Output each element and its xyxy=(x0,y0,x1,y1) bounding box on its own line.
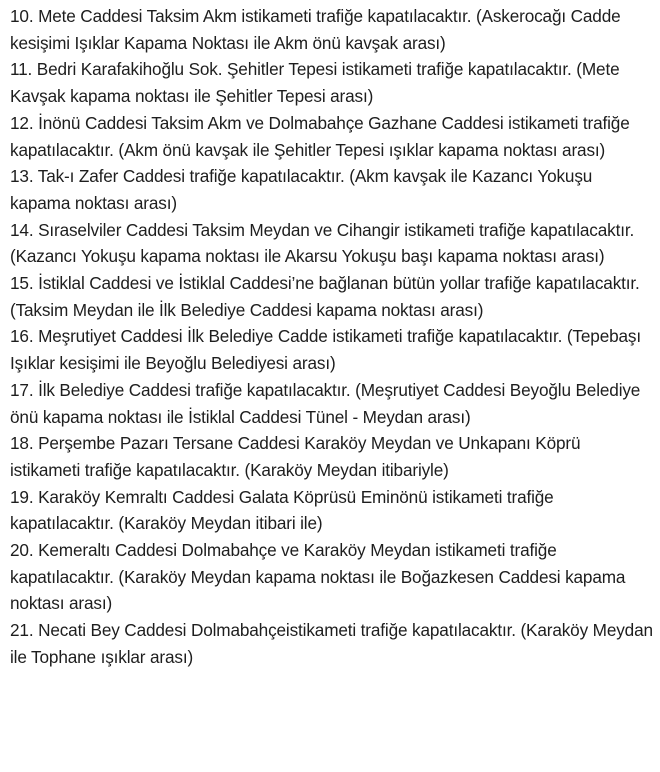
list-item: 10. Mete Caddesi Taksim Akm istikameti trafiğe kapatılacaktır. (Askerocağı Cadde kesişimi Işıklar Kapama Noktası ile Akm önü kavşak arası) xyxy=(10,6,621,53)
list-item: 13. Tak-ı Zafer Caddesi trafiğe kapatılacaktır. (Akm kavşak ile Kazancı Yokuşu kapama noktası arası) xyxy=(10,166,593,213)
list-item: 20. Kemeraltı Caddesi Dolmabahçe ve Karaköy Meydan istikameti trafiğe kapatılacaktır. (Karaköy Meydan kapama noktası ile Boğazkesen Caddesi kapama noktası arası) xyxy=(10,540,626,614)
list-item: 16. Meşrutiyet Caddesi İlk Belediye Cadde istikameti trafiğe kapatılacaktır. (Tepebaşı Işıklar kesişimi ile Beyoğlu Belediyesi arası) xyxy=(10,326,641,374)
list-item: 12. İnönü Caddesi Taksim Akm ve Dolmabahçe Gazhane Caddesi istikameti trafiğe kapatılacaktır. (Akm önü kavşak ile Şehitler Tepesi ışıklar kapama noktası arası) xyxy=(10,112,630,160)
list-item: 14. Sıraselviler Caddesi Taksim Meydan ve Cihangir istikameti trafiğe kapatılacaktır. (Kazancı Yokuşu kapama noktası ile Akarsu Yokuşu başı kapama noktası arası) xyxy=(10,219,635,267)
list-item: 21. Necati Bey Caddesi Dolmabahçeistikameti trafiğe kapatılacaktır. (Karaköy Meydan ile Tophane ışıklar arası) xyxy=(10,620,653,667)
list-item: 15. İstiklal Caddesi ve İstiklal Caddesi’ne bağlanan bütün yollar trafiğe kapatılacaktır. (Taksim Meydan ile İlk Belediye Caddesi kapama noktası arası) xyxy=(10,273,640,320)
list-item: 19. Karaköy Kemraltı Caddesi Galata Köprüsü Eminönü istikameti trafiğe kapatılacaktır. (Karaköy Meydan itibari ile) xyxy=(10,486,554,534)
list-item: 17. İlk Belediye Caddesi trafiğe kapatılacaktır. (Meşrutiyet Caddesi Beyoğlu Belediye önü kapama noktası ile İstiklal Caddesi Tünel - Meydan arası) xyxy=(10,379,641,427)
list-item: 18. Perşembe Pazarı Tersane Caddesi Karaköy Meydan ve Unkapanı Köprü istikameti trafiğe kapatılacaktır. (Karaköy Meydan itibariyle) xyxy=(10,433,581,480)
list-item: 11. Bedri Karafakihoğlu Sok. Şehitler Tepesi istikameti trafiğe kapatılacaktır. (Mete Kavşak kapama noktası ile Şehitler Tepesi arası) xyxy=(10,59,620,107)
